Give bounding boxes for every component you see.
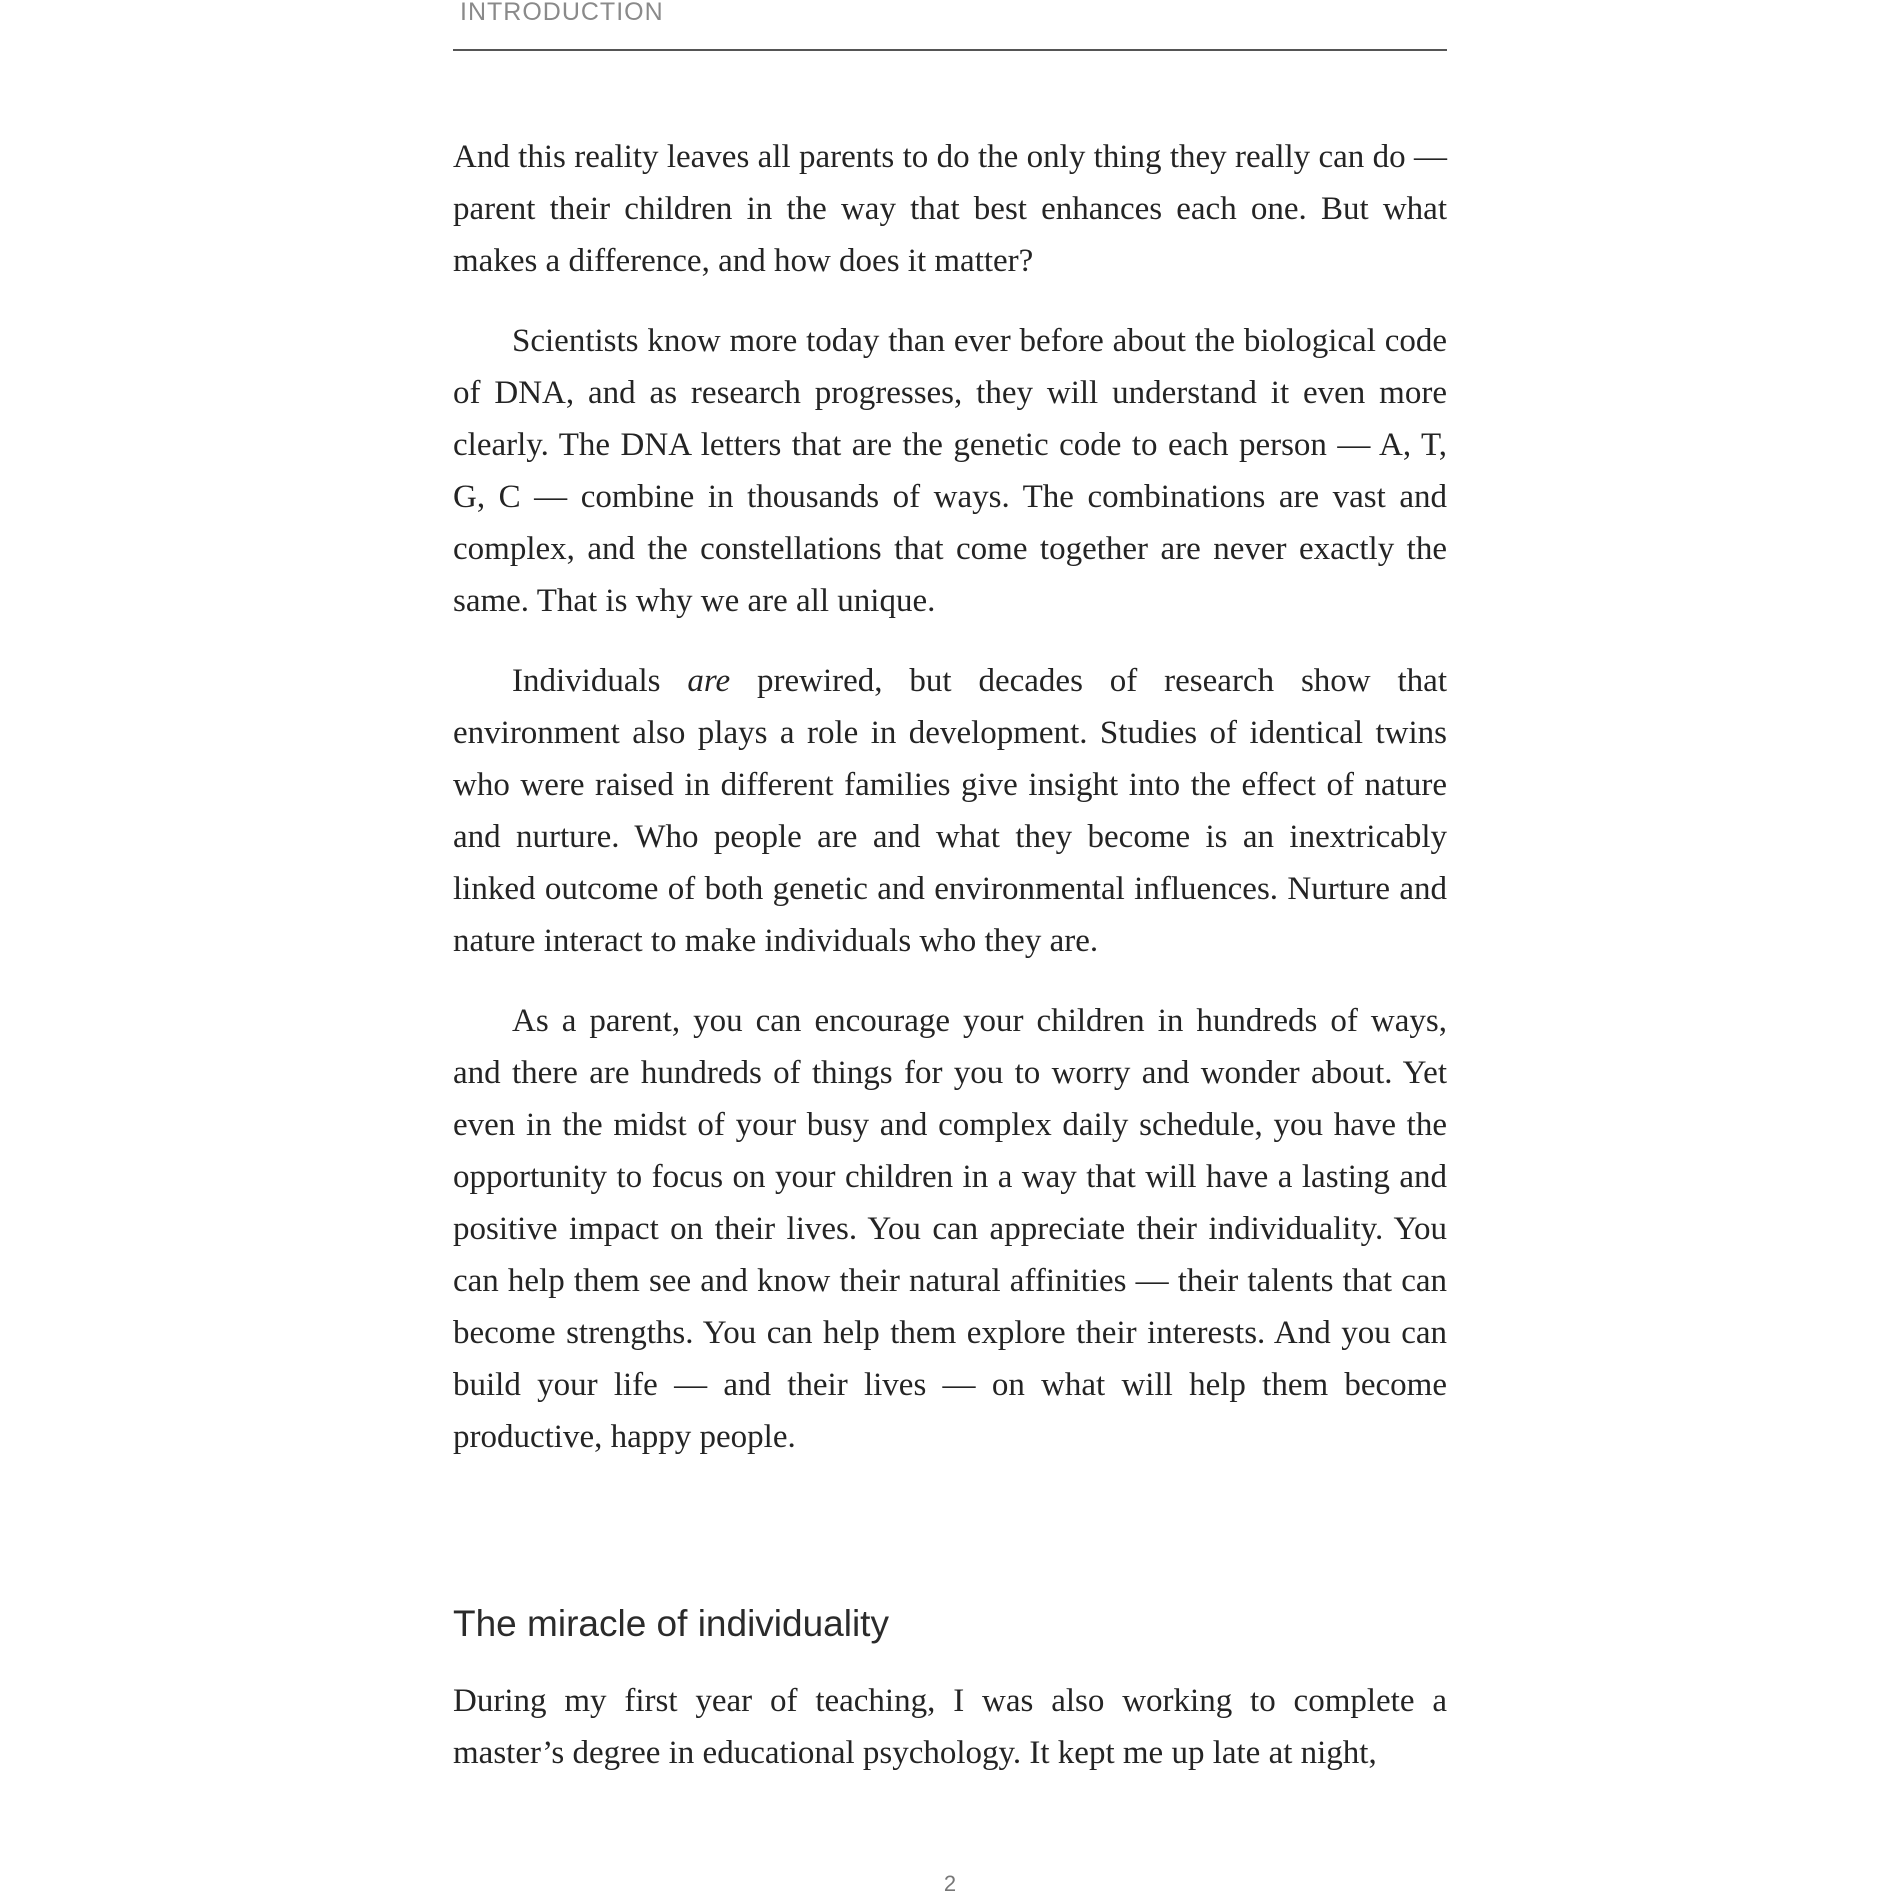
header-rule xyxy=(453,49,1447,51)
paragraph-3-rest: prewired, but decades of research show that environment also plays a role in development. Studies of identical twins who were raised in different families give insight into the effect of nature and nurture. Who people are and what they become is an inextricably linked outcome of both genetic and environmental influences. Nurture and nature interact to make individuals who they are. xyxy=(453,663,1447,959)
book-page xyxy=(453,0,1447,1897)
section-text xyxy=(453,1675,1447,1779)
paragraph-3 xyxy=(453,655,1447,967)
paragraph-2: Scientists know more today than ever before about the biological code of DNA, and as research progresses, they will understand it even more clearly. The DNA letters that are the genetic code to each person — A, T, G, C — combine in thousands of ways. The combinations are vast and complex, and the constellations that come together are never exactly the same. That is why we are all unique. xyxy=(453,323,1447,619)
body-text xyxy=(453,131,1447,1463)
paragraph-4: As a parent, you can encourage your children in hundreds of ways, and there are hundreds of things for you to worry and wonder about. Yet even in the midst of your busy and complex daily schedule, you have the opportunity to focus on your children in a way that will have a lasting and positive impact on their lives. You can appreciate their individuality. You can help them see and know their natural affinities — their talents that can become strengths. You can help them explore their interests. And you can build your life — and their lives — on what will help them become productive, happy people. xyxy=(453,1003,1447,1455)
paragraph-3-lead: Individuals xyxy=(512,663,688,699)
paragraph-3-emphasis: are xyxy=(687,663,731,699)
running-head: INTRODUCTION xyxy=(460,0,664,26)
page-number: 2 xyxy=(943,1871,957,1896)
section-heading: The miracle of individuality xyxy=(453,1603,889,1644)
paragraph-1: And this reality leaves all parents to do the only thing they really can do — parent their children in the way that best enhances each one. But what makes a difference, and how does it matter? xyxy=(453,139,1447,279)
section-paragraph: During my first year of teaching, I was also working to complete a master’s degree in educational psychology. It kept me up late at night, xyxy=(453,1683,1447,1771)
